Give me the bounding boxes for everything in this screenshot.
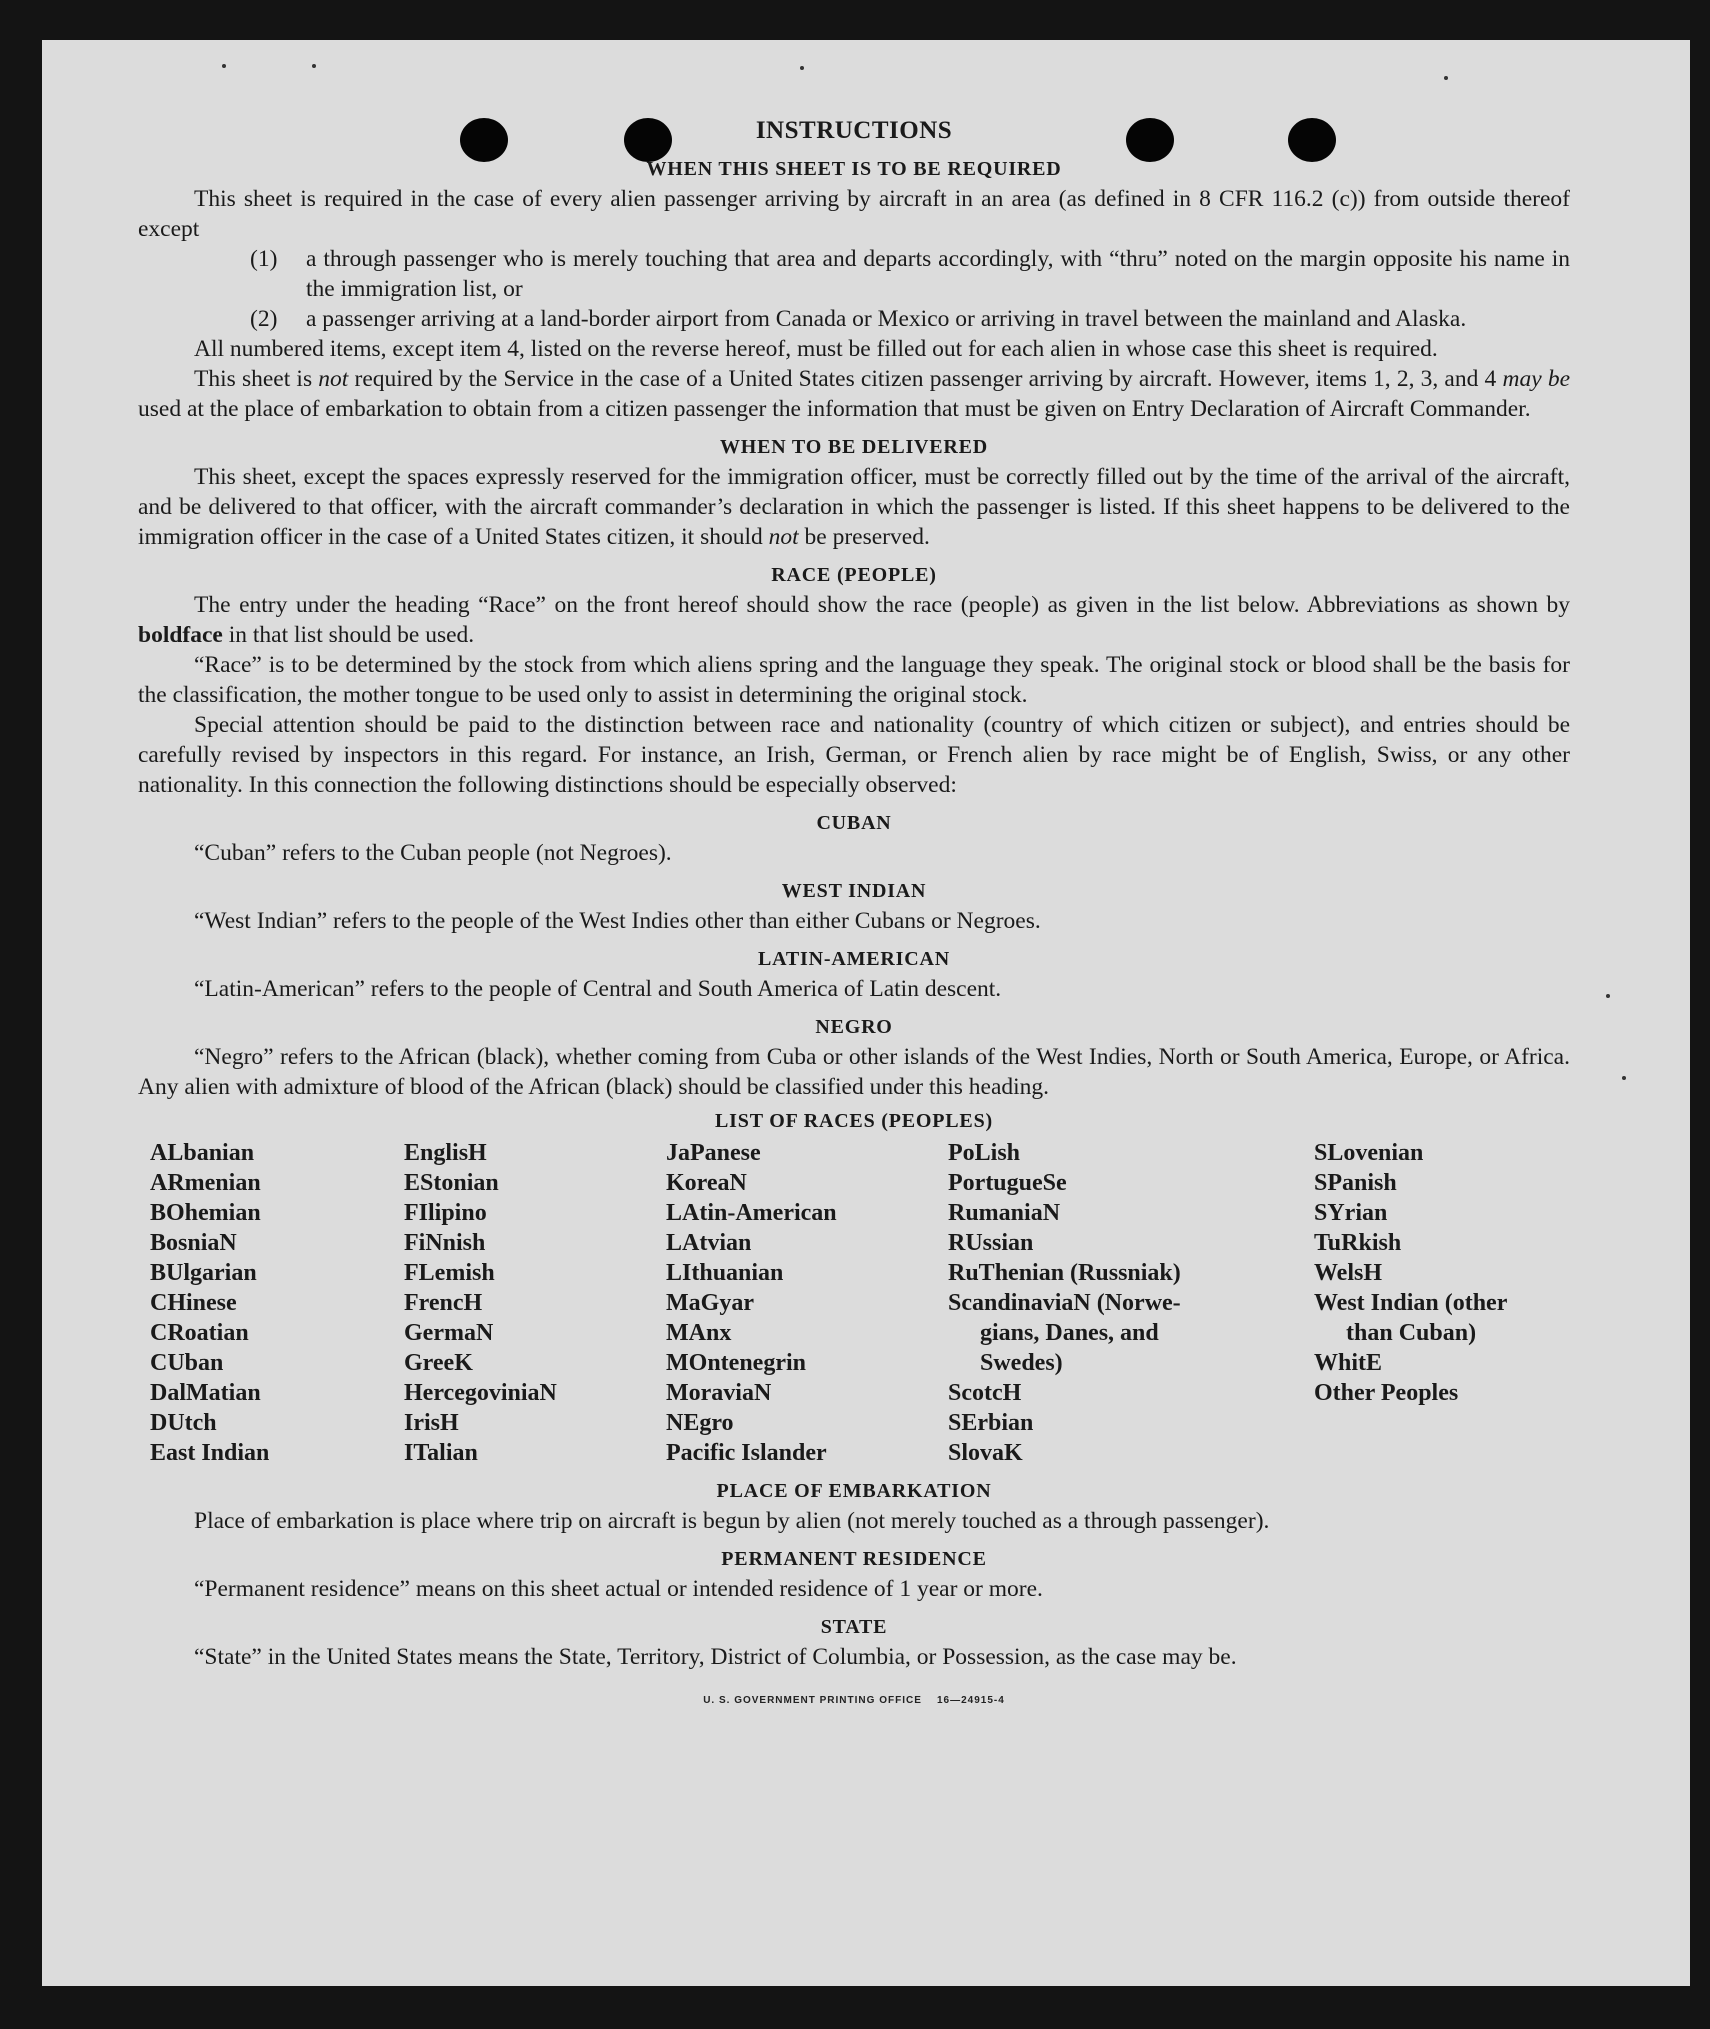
paragraph: “Negro” refers to the African (black), whether coming from Cuba or other islands of the West Indies, North or South America, Europe, or Africa. Any alien with admixture of blood of the African (black) should be classified under this heading. (138, 1044, 1570, 1100)
race-entry: CUban (150, 1350, 224, 1376)
race-entry: GermaN (404, 1320, 494, 1346)
race-entry: East Indian (150, 1440, 270, 1466)
races-table (138, 1138, 1570, 1468)
paragraph: “Latin-American” refers to the people of Central and South America of Latin descent. (194, 976, 1002, 1002)
race-entry: EStonian (404, 1170, 499, 1196)
race-entry: IrisH (404, 1410, 459, 1436)
race-entry: ARmenian (150, 1170, 261, 1196)
heading-race: RACE (PEOPLE) (771, 564, 937, 586)
race-entry: RuThenian (Russniak) (948, 1260, 1181, 1286)
race-entry: FiNnish (404, 1230, 486, 1256)
speck (1444, 76, 1448, 80)
heading-when-required: WHEN THIS SHEET IS TO BE REQUIRED (646, 158, 1062, 180)
paragraph: “West Indian” refers to the people of the West Indies other than either Cubans or Negroes. (194, 908, 1041, 934)
race-entry: NEgro (666, 1410, 734, 1436)
heading-place-of-embarkation: PLACE OF EMBARKATION (716, 1480, 992, 1502)
paragraph: This sheet, except the spaces expressly reserved for the immigration officer, must be correctly filled out by the time of the arrival of the aircraft, and be delivered to that officer, with the aircraft commander’s declaration in which the passenger is listed. If this sheet happens to be delivered to the immigration officer in the case of a United States citizen, it should not be preserved. (138, 464, 1570, 550)
race-entry: SPanish (1314, 1170, 1397, 1196)
paragraph: Special attention should be paid to the distinction between race and nationality (country of which citizen or subject), and entries should be carefully revised by inspectors in this regard. For instance, an Irish, German, or French alien by race might be of English, Swiss, or any other nationality. In this connection the following distinctions should be especially observed: (138, 712, 1570, 798)
race-entry: LAtin-American (666, 1200, 837, 1226)
paragraph: Place of embarkation is place where trip on aircraft is begun by alien (not merely touched as a through passenger). (194, 1508, 1270, 1534)
races-column-1 (150, 1138, 404, 1468)
paragraph: The entry under the heading “Race” on the front hereof should show the race (people) as given in the list below. Abbreviations as shown by boldface in that list should be used. (138, 592, 1570, 648)
heading-when-delivered: WHEN TO BE DELIVERED (719, 436, 989, 458)
heading-list-of-races: LIST OF RACES (PEOPLES) (715, 1110, 993, 1132)
item-number: (2) (250, 306, 278, 332)
races-column-3 (666, 1138, 948, 1468)
paragraph: This sheet is not required by the Service in the case of a United States citizen passenger arriving by aircraft. However, items 1, 2, 3, and 4 may be used at the place of embarkation to obtain from a citizen passenger the information that must be given on Entry Declaration of Aircraft Commander. (138, 366, 1570, 422)
race-entry: MOntenegrin (666, 1350, 806, 1376)
race-entry: DUtch (150, 1410, 217, 1436)
race-entry: FrencH (404, 1290, 483, 1316)
race-entry: BUlgarian (150, 1260, 257, 1286)
race-entry: West Indian (other (1314, 1290, 1508, 1316)
item-text: a through passenger who is merely touching that area and departs accordingly, with “thru” noted on the margin opposite his name in the immigration list, or (306, 246, 1570, 302)
race-entry: BosniaN (150, 1230, 237, 1256)
race-entry: SlovaK (948, 1440, 1023, 1466)
paragraph: This sheet is required in the case of every alien passenger arriving by aircraft in an area (as defined in 8 CFR 116.2 (c)) from outside thereof except (138, 186, 1570, 242)
printer-imprint: U. S. GOVERNMENT PRINTING OFFICE 16—24915-4 (703, 1695, 1005, 1706)
race-entry: WhitE (1314, 1350, 1383, 1376)
list-item (138, 304, 1570, 334)
paragraph: “State” in the United States means the State, Territory, District of Columbia, or Possession, as the case may be. (194, 1644, 1237, 1670)
race-entry: MoraviaN (666, 1380, 772, 1406)
race-entry: ScandinaviaN (Norwe- (948, 1290, 1181, 1316)
heading-cuban: CUBAN (816, 812, 892, 834)
race-entry: gians, Danes, and (980, 1320, 1159, 1346)
race-entry: ScotcH (948, 1380, 1022, 1406)
races-column-5 (1314, 1138, 1570, 1468)
race-entry: CHinese (150, 1290, 237, 1316)
race-entry: Other Peoples (1314, 1380, 1459, 1406)
race-entry: RUssian (948, 1230, 1034, 1256)
race-entry: ALbanian (150, 1140, 255, 1166)
speck (800, 66, 804, 70)
race-entry: TuRkish (1314, 1230, 1402, 1256)
heading-latin-american: LATIN-AMERICAN (758, 948, 950, 970)
race-entry: EnglisH (404, 1140, 487, 1166)
race-entry: WelsH (1314, 1260, 1383, 1286)
race-entry: CRoatian (150, 1320, 249, 1346)
race-entry: PoLish (948, 1140, 1021, 1166)
paragraph: “Race” is to be determined by the stock from which aliens spring and the language they speak. The original stock or blood shall be the basis for the classification, the mother tongue to be used only to assist in determining the original stock. (138, 652, 1570, 708)
race-entry: MAnx (666, 1320, 732, 1346)
race-entry: GreeK (404, 1350, 473, 1376)
heading-negro: NEGRO (815, 1016, 893, 1038)
race-entry: KoreaN (666, 1170, 747, 1196)
race-entry: PortugueSe (948, 1170, 1067, 1196)
instructions-text (138, 114, 1570, 1716)
heading-west-indian: WEST INDIAN (781, 880, 927, 902)
races-column-4 (948, 1138, 1314, 1468)
speck (222, 64, 226, 68)
speck (1606, 994, 1610, 998)
race-entry: DalMatian (150, 1380, 261, 1406)
race-entry: SLovenian (1314, 1140, 1424, 1166)
race-entry: JaPanese (666, 1140, 761, 1166)
paragraph: “Permanent residence” means on this sheet actual or intended residence of 1 year or more. (194, 1576, 1043, 1602)
race-entry: FLemish (404, 1260, 495, 1286)
race-entry: BOhemian (150, 1200, 261, 1226)
paragraph: All numbered items, except item 4, listed on the reverse hereof, must be filled out for each alien in whose case this sheet is required. (194, 336, 1438, 362)
race-entry: SErbian (948, 1410, 1034, 1436)
race-entry: ITalian (404, 1440, 478, 1466)
race-entry: LAtvian (666, 1230, 752, 1256)
page-title: INSTRUCTIONS (755, 117, 953, 144)
speck (312, 64, 316, 68)
item-number: (1) (250, 246, 278, 272)
heading-state: STATE (820, 1616, 888, 1638)
race-entry: than Cuban) (1346, 1320, 1477, 1346)
item-text: a passenger arriving at a land-border airport from Canada or Mexico or arriving in travel between the mainland and Alaska. (306, 306, 1467, 332)
paragraph: “Cuban” refers to the Cuban people (not Negroes). (194, 840, 672, 866)
race-entry: RumaniaN (948, 1200, 1061, 1226)
race-entry: Swedes) (980, 1350, 1063, 1376)
list-item (138, 244, 1570, 304)
race-entry: SYrian (1314, 1200, 1388, 1226)
race-entry: MaGyar (666, 1290, 754, 1316)
race-entry: LIthuanian (666, 1260, 784, 1286)
races-column-2 (404, 1138, 666, 1468)
race-entry: HercegoviniaN (404, 1380, 557, 1406)
race-entry: FIlipino (404, 1200, 487, 1226)
race-entry: Pacific Islander (666, 1440, 827, 1466)
speck (1622, 1076, 1626, 1080)
heading-permanent-residence: PERMANENT RESIDENCE (721, 1548, 987, 1570)
